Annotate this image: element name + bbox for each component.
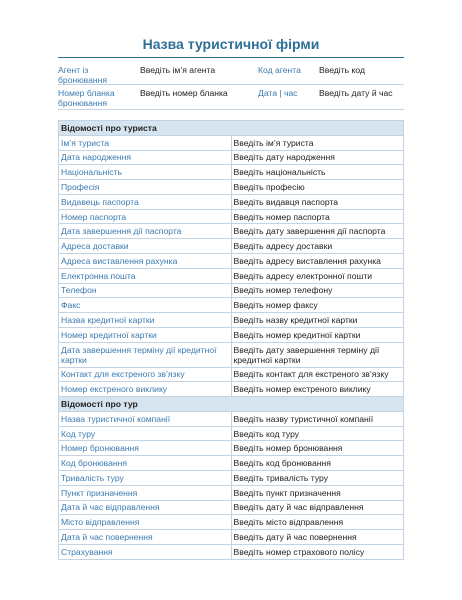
field-label: Страхування	[59, 544, 232, 559]
field-label: Пункт призначення	[59, 485, 232, 500]
field-value[interactable]: Введіть професію	[231, 180, 404, 195]
field-value[interactable]: Введіть місто відправлення	[231, 515, 404, 530]
field-label: Контакт для екстреного зв’язку	[59, 367, 232, 382]
field-label: Код туру	[59, 426, 232, 441]
field-value[interactable]: Введіть видавця паспорта	[231, 194, 404, 209]
field-label: Код бронювання	[59, 456, 232, 471]
field-value[interactable]: Введіть номер страхового полісу	[231, 544, 404, 559]
table-row	[59, 382, 404, 397]
field-value[interactable]: Введіть дату завершення терміну дії кредитної картки	[231, 342, 404, 367]
table-row	[59, 165, 404, 180]
details-table	[58, 120, 404, 560]
field-value[interactable]: Введіть номер кредитної картки	[231, 327, 404, 342]
table-row	[59, 530, 404, 545]
table-row	[59, 313, 404, 328]
table-row	[59, 327, 404, 342]
field-value[interactable]: Введіть контакт для екстреного зв’язку	[231, 367, 404, 382]
table-row	[59, 500, 404, 515]
field-label: Номер кредитної картки	[59, 327, 232, 342]
field-label: Місто відправлення	[59, 515, 232, 530]
field-value[interactable]: Введіть пункт призначення	[231, 485, 404, 500]
table-row	[59, 441, 404, 456]
field-value[interactable]: Введіть адресу доставки	[231, 239, 404, 254]
field-value[interactable]: Введіть назву туристичної компанії	[231, 411, 404, 426]
form-number-value-field[interactable]: Введіть номер бланка	[140, 88, 228, 98]
table-row	[59, 411, 404, 426]
section-header-row	[59, 397, 404, 412]
field-label: Назва кредитної картки	[59, 313, 232, 328]
field-label: Адреса доставки	[59, 239, 232, 254]
agent-value-field[interactable]: Введіть ім’я агента	[140, 65, 216, 75]
booking-header-info	[58, 62, 404, 110]
field-value[interactable]: Введіть дату й час повернення	[231, 530, 404, 545]
form-number-label: Номер бланка бронювання	[58, 88, 115, 108]
field-label: Дата й час відправлення	[59, 500, 232, 515]
field-label: Номер паспорта	[59, 209, 232, 224]
field-label: Номер бронювання	[59, 441, 232, 456]
field-label: Факс	[59, 298, 232, 313]
table-row	[59, 298, 404, 313]
field-label: Ім’я туриста	[59, 135, 232, 150]
field-value[interactable]: Введіть код бронювання	[231, 456, 404, 471]
table-row	[59, 268, 404, 283]
table-row	[59, 515, 404, 530]
agent-label: Агент із бронювання	[58, 65, 108, 85]
section-header-row	[59, 121, 404, 136]
field-label: Телефон	[59, 283, 232, 298]
table-row	[59, 224, 404, 239]
datetime-value-field[interactable]: Введіть дату й час	[319, 88, 393, 98]
field-value[interactable]: Введіть номер паспорта	[231, 209, 404, 224]
title-divider	[58, 57, 404, 58]
field-value[interactable]: Введіть національність	[231, 165, 404, 180]
field-value[interactable]: Введіть адресу виставлення рахунка	[231, 254, 404, 269]
field-label: Дата й час повернення	[59, 530, 232, 545]
page-title: Назва туристичної фірми	[142, 36, 320, 52]
field-label: Видавець паспорта	[59, 194, 232, 209]
table-row	[59, 544, 404, 559]
field-label: Тривалість туру	[59, 470, 232, 485]
field-value[interactable]: Введіть код туру	[231, 426, 404, 441]
field-value[interactable]: Введіть номер екстреного виклику	[231, 382, 404, 397]
field-label: Назва туристичної компанії	[59, 411, 232, 426]
field-label: Професія	[59, 180, 232, 195]
agent-code-label: Код агента	[258, 65, 301, 75]
details-table-body	[59, 121, 404, 560]
table-row	[59, 254, 404, 269]
section-title: Відомості про туриста	[59, 121, 404, 136]
table-row	[59, 180, 404, 195]
table-row	[59, 470, 404, 485]
field-value[interactable]: Введіть тривалість туру	[231, 470, 404, 485]
table-row	[59, 239, 404, 254]
field-value[interactable]: Введіть ім’я туриста	[231, 135, 404, 150]
field-label: Національність	[59, 165, 232, 180]
field-label: Дата завершення терміну дії кредитної картки	[59, 342, 232, 367]
table-row	[59, 209, 404, 224]
field-value[interactable]: Введіть дату завершення дії паспорта	[231, 224, 404, 239]
field-value[interactable]: Введіть дату народження	[231, 150, 404, 165]
table-row	[59, 150, 404, 165]
field-value[interactable]: Введіть номер телефону	[231, 283, 404, 298]
field-value[interactable]: Введіть номер бронювання	[231, 441, 404, 456]
table-row	[59, 194, 404, 209]
field-label: Номер екстреного виклику	[59, 382, 232, 397]
table-row	[59, 367, 404, 382]
field-value[interactable]: Введіть номер факсу	[231, 298, 404, 313]
table-row	[59, 283, 404, 298]
table-row	[59, 485, 404, 500]
field-value[interactable]: Введіть дату й час відправлення	[231, 500, 404, 515]
field-value[interactable]: Введіть адресу електронної пошти	[231, 268, 404, 283]
table-row	[59, 342, 404, 367]
section-title: Відомості про тур	[59, 397, 404, 412]
table-row	[59, 456, 404, 471]
field-value[interactable]: Введіть назву кредитної картки	[231, 313, 404, 328]
table-row	[59, 426, 404, 441]
field-label: Дата народження	[59, 150, 232, 165]
field-label: Адреса виставлення рахунка	[59, 254, 232, 269]
table-row	[59, 135, 404, 150]
header-row-agent	[58, 62, 404, 85]
header-row-form	[58, 85, 404, 110]
agent-code-value-field[interactable]: Введіть код	[319, 65, 365, 75]
field-label: Електронна пошта	[59, 268, 232, 283]
datetime-label: Дата | час	[258, 88, 298, 98]
field-label: Дата завершення дії паспорта	[59, 224, 232, 239]
